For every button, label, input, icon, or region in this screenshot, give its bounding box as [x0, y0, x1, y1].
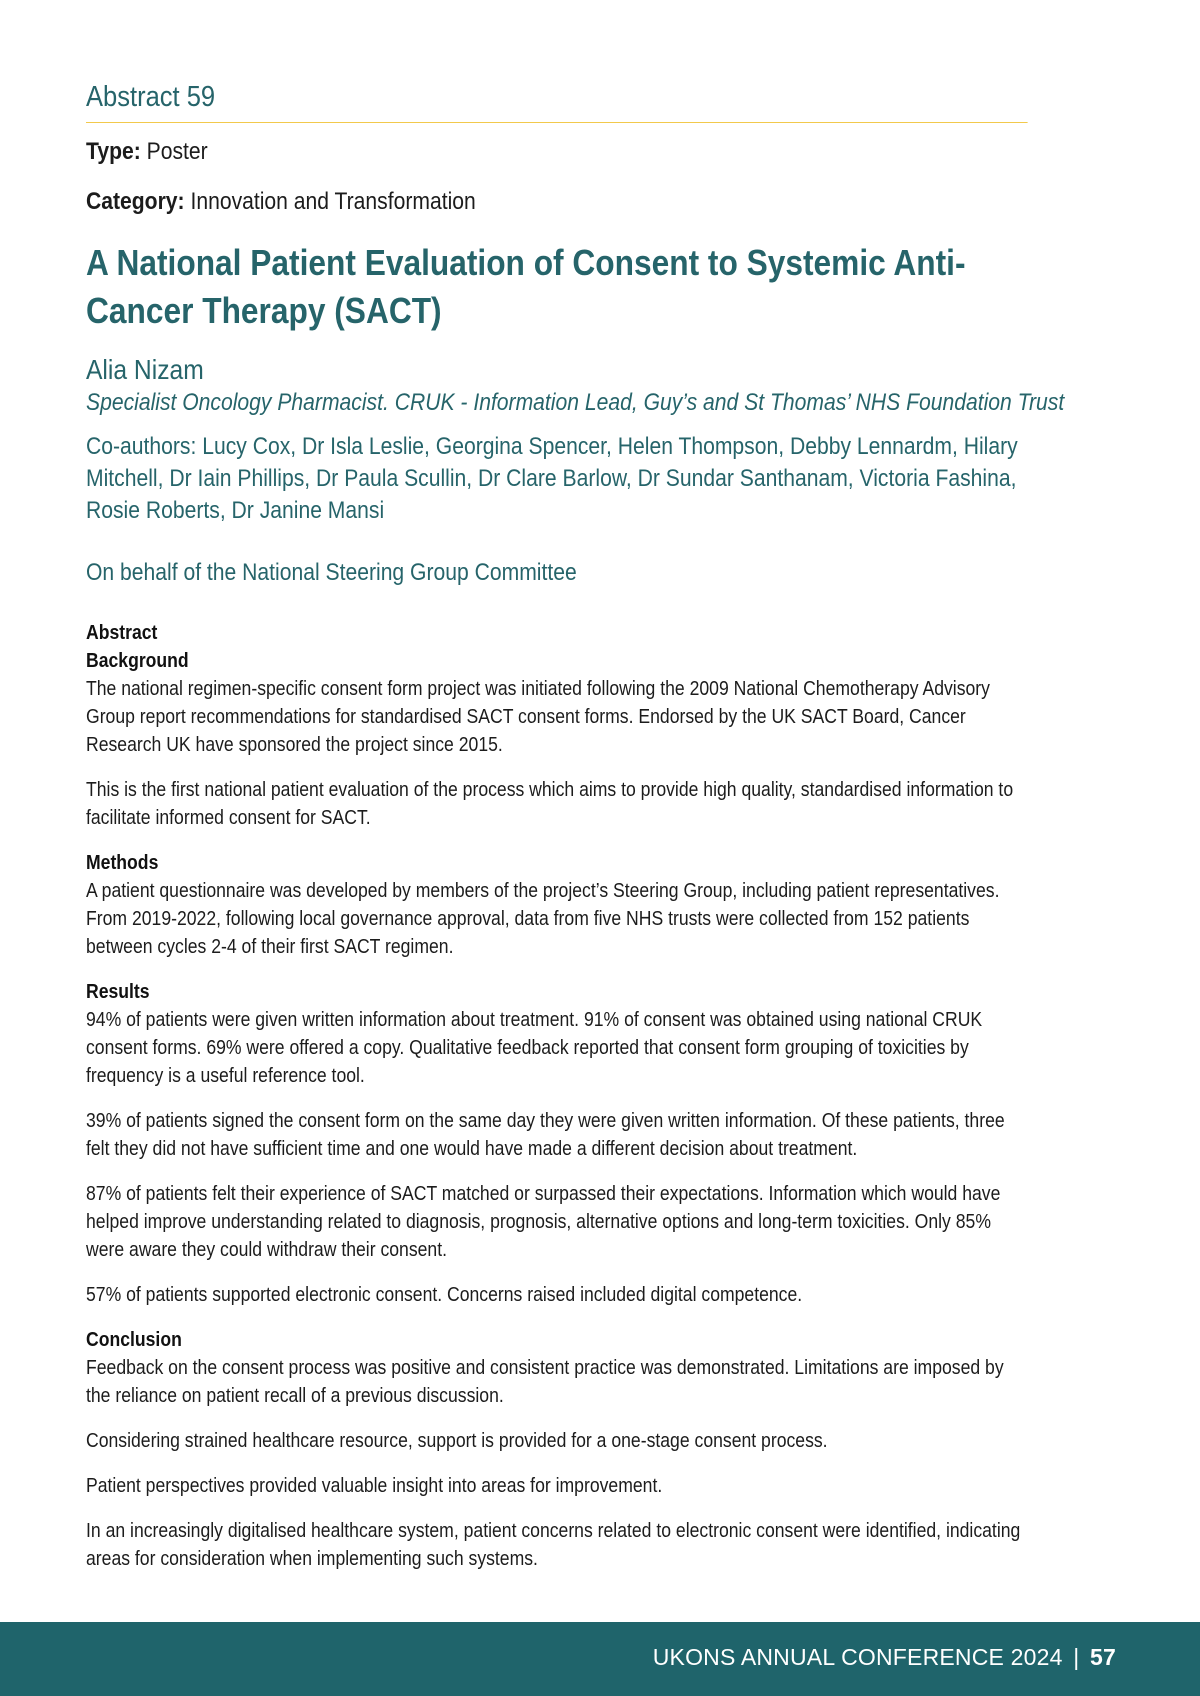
category-value: Innovation and Transformation: [190, 188, 476, 215]
abstract-body: [86, 619, 1028, 1573]
abstract-page: [86, 78, 1065, 1590]
conclusion-paragraph: In an increasingly digitalised healthcare system, patient concerns related to electronic consent were identified, indicating areas for consideration when implementing such systems.: [86, 1520, 1021, 1570]
page-number: 57: [1090, 1644, 1116, 1670]
conclusion-paragraph: Feedback on the consent process was positive and consistent practice was demonstrated. Limitations are imposed by the reliance on patient recall of a previous discussion.: [86, 1357, 1004, 1407]
footer-text: [653, 1644, 1116, 1671]
abstract-number: Abstract 59: [86, 78, 1028, 123]
page-footer: [0, 1622, 1200, 1696]
category-line: [86, 187, 915, 217]
author-name: Alia Nizam: [86, 354, 204, 385]
type-line: [86, 137, 915, 167]
conclusion-paragraph: Patient perspectives provided valuable insight into areas for improvement.: [86, 1475, 663, 1497]
conclusion-heading: Conclusion: [86, 1329, 182, 1351]
abstract-title: A National Patient Evaluation of Consent to Systemic Anti-Cancer Therapy (SACT): [86, 242, 966, 331]
coauthors: Co-authors: Lucy Cox, Dr Isla Leslie, Georgina Spencer, Helen Thompson, Debby Lennardm, Hilary Mitchell, Dr Iain Phillips, Dr Paula Scullin, Dr Clare Barlow, Dr Sundar Santhanam, Victoria Fashina, Rosie Roberts, Dr Janine Mansi: [86, 433, 1018, 524]
results-paragraph: 87% of patients felt their experience of SACT matched or surpassed their expectations. Information which would have helped improve understanding related to diagnosis, prognosis, alternative options and long-term toxicities. Only 85% were aware they could withdraw their consent.: [86, 1183, 1001, 1261]
results-paragraph: 57% of patients supported electronic consent. Concerns raised included digital competence.: [86, 1284, 803, 1306]
background-paragraph: This is the first national patient evaluation of the process which aims to provide high quality, standardised information to facilitate informed consent for SACT.: [86, 779, 1014, 829]
conference-name: UKONS ANNUAL CONFERENCE 2024: [652, 1644, 1063, 1670]
category-label: Category:: [86, 188, 185, 215]
background-paragraph: The national regimen-specific consent form project was initiated following the 2009 National Chemotherapy Advisory Group report recommendations for standardised SACT consent forms. Endorsed by the UK SACT Board, Cancer Research UK have sponsored the project since 2015.: [86, 678, 990, 756]
background-heading: Background: [86, 650, 189, 672]
abstract-heading: Abstract: [86, 622, 158, 644]
footer-separator: |: [1073, 1644, 1080, 1670]
on-behalf-of: On behalf of the National Steering Group Committee: [86, 559, 577, 586]
author-affiliation: Specialist Oncology Pharmacist. CRUK - Information Lead, Guy’s and St Thomas’ NHS Foundation Trust: [86, 389, 1065, 416]
methods-heading: Methods: [86, 852, 159, 874]
methods-paragraph: A patient questionnaire was developed by members of the project’s Steering Group, including patient representatives. From 2019-2022, following local governance approval, data from five NHS trusts were collected from 152 patients between cycles 2-4 of their first SACT regimen.: [86, 880, 1000, 958]
results-heading: Results: [86, 981, 150, 1003]
type-value: Poster: [146, 138, 208, 165]
type-label: Type:: [86, 138, 141, 165]
results-paragraph: 94% of patients were given written information about treatment. 91% of consent was obtained using national CRUK consent forms. 69% were offered a copy. Qualitative feedback reported that consent form grouping of toxicities by frequency is a useful reference tool.: [86, 1009, 983, 1087]
conclusion-paragraph: Considering strained healthcare resource, support is provided for a one-stage consent process.: [86, 1430, 828, 1452]
results-paragraph: 39% of patients signed the consent form on the same day they were given written information. Of these patients, three felt they did not have sufficient time and one would have made a different decision about treatment.: [86, 1110, 1005, 1160]
